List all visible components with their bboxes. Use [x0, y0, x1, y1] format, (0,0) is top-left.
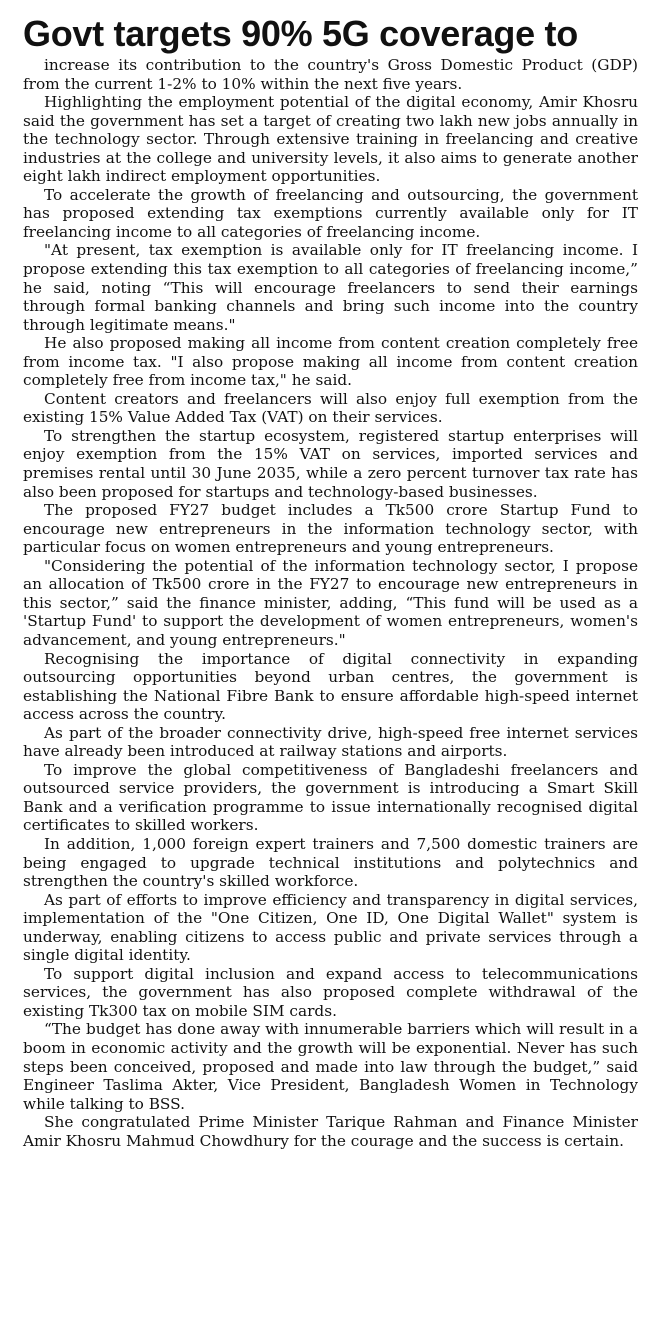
article-body: [23, 56, 638, 1150]
paragraph: To support digital inclusion and expand access to telecommunications services, the government has also proposed complete withdrawal of the existing Tk300 tax on mobile SIM cards.: [23, 964, 638, 1020]
paragraph: To strengthen the startup ecosystem, registered startup enterprises will enjoy exemption from the 15% VAT on services, imported services and premises rental until 30 June 2035, while a zero percent turnover tax rate has also been proposed for startups and technology-based businesses.: [23, 426, 638, 501]
paragraph: “The budget has done away with innumerable barriers which will result in a boom in economic activity and the growth will be exponential. Never has such steps been conceived, proposed and made into law through the budget,” said Engineer Taslima Akter, Vice President, Bangladesh Women in Technology while talking to BSS.: [23, 1020, 638, 1113]
paragraph: As part of efforts to improve efficiency and transparency in digital services, implementation of the "One Citizen, One ID, One Digital Wallet" system is underway, enabling citizens to access public and private services through a single digital identity.: [23, 890, 638, 965]
paragraph: increase its contribution to the country's Gross Domestic Product (GDP) from the current 1-2% to 10% within the next five years.: [23, 56, 638, 93]
paragraph: In addition, 1,000 foreign expert trainers and 7,500 domestic trainers are being engaged to upgrade technical institutions and polytechnics and strengthen the country's skilled workforce.: [23, 834, 638, 891]
paragraph: "At present, tax exemption is available only for IT freelancing income. I propose extending this tax exemption to all categories of freelancing income,” he said, noting “This will encourage freelancers to send their earnings through formal banking channels and bring such income into the country through legitimate means.": [23, 241, 638, 334]
paragraph: She congratulated Prime Minister Tarique Rahman and Finance Minister Amir Khosru Mahmud Chowdhury for the courage and the success is certain.: [23, 1113, 638, 1150]
paragraph: He also proposed making all income from content creation completely free from income tax. "I also propose making all income from content creation completely free from income tax," he said.: [23, 334, 638, 390]
paragraph: As part of the broader connectivity drive, high-speed free internet services have already been introduced at railway stations and airports.: [23, 723, 638, 761]
article-headline: Govt targets 90% 5G coverage to: [23, 13, 578, 54]
paragraph: To improve the global competitiveness of Bangladeshi freelancers and outsourced service providers, the government is introducing a Smart Skill Bank and a verification programme to issue internationally recognised digital certificates to skilled workers.: [23, 760, 638, 835]
paragraph: Content creators and freelancers will also enjoy full exemption from the existing 15% Value Added Tax (VAT) on their services.: [23, 389, 638, 427]
paragraph: "Considering the potential of the information technology sector, I propose an allocation of Tk500 crore in the FY27 to encourage new entrepreneurs in this sector,” said the finance minister, adding, “This fund will be used as a 'Startup Fund' to support the development of women entrepreneurs, women's advancement, and young entrepreneurs.": [23, 556, 638, 649]
paragraph: Recognising the importance of digital connectivity in expanding outsourcing opportunities beyond urban centres, the government is establishing the National Fibre Bank to ensure affordable high-speed internet access across the country.: [23, 649, 638, 724]
paragraph: Highlighting the employment potential of the digital economy, Amir Khosru said the government has set a target of creating two lakh new jobs annually in the technology sector. Through extensive training in freelancing and creative industries at the college and university levels, it also aims to generate another eight lakh indirect employment opportunities.: [23, 93, 638, 186]
paragraph: The proposed FY27 budget includes a Tk500 crore Startup Fund to encourage new entrepreneurs in the information technology sector, with particular focus on women entrepreneurs and young entrepreneurs.: [23, 501, 638, 557]
paragraph: To accelerate the growth of freelancing and outsourcing, the government has proposed extending tax exemptions currently available only for IT freelancing income to all categories of freelancing income.: [23, 185, 638, 241]
